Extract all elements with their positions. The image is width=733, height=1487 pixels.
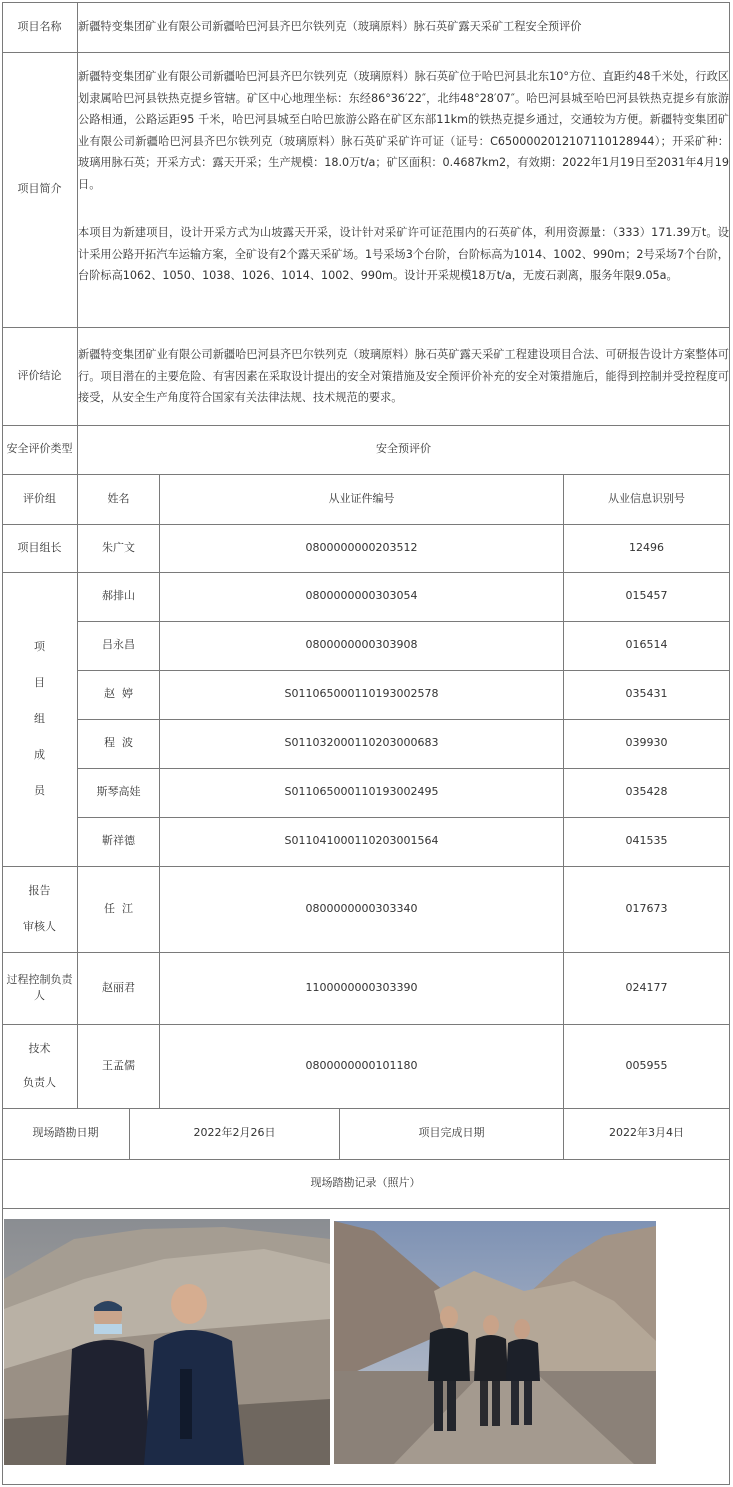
member-cert: S011065000110193002495 bbox=[284, 785, 439, 799]
project-name-label: 项目名称 bbox=[17, 19, 62, 33]
tech-name: 王孟儒 bbox=[102, 1058, 135, 1072]
evaluation-type: 安全预评价 bbox=[376, 442, 431, 456]
member-cert: 0800000000303908 bbox=[305, 638, 418, 652]
member-name: 吕永昌 bbox=[102, 638, 135, 652]
member-name: 赵 婷 bbox=[104, 687, 133, 701]
member-name: 靳祥德 bbox=[102, 834, 135, 848]
member-id: 035428 bbox=[625, 785, 668, 799]
members-role-char: 成 bbox=[34, 748, 45, 761]
tech-role-line: 负责人 bbox=[23, 1076, 56, 1089]
tech-cert: 0800000000101180 bbox=[305, 1058, 418, 1072]
header-group: 评价组 bbox=[23, 491, 56, 505]
member-name: 程 波 bbox=[104, 736, 133, 750]
photo-caption: 现场踏勘记录（照片） bbox=[310, 1176, 421, 1190]
members-role-char: 目 bbox=[34, 676, 45, 689]
header-cert: 从业证件编号 bbox=[328, 491, 395, 505]
reviewer-role-line: 审核人 bbox=[23, 920, 56, 933]
leader-id: 12496 bbox=[629, 540, 664, 554]
reviewer-role-line: 报告 bbox=[28, 884, 51, 897]
members-role bbox=[2, 572, 77, 866]
member-cert: 0800000000303054 bbox=[305, 589, 418, 603]
member-cert: S011041000110203001564 bbox=[284, 834, 439, 848]
complete-date: 2022年3月4日 bbox=[609, 1126, 684, 1140]
member-id: 015457 bbox=[625, 589, 668, 603]
conclusion-text: 新疆特变集团矿业有限公司新疆哈巴河县齐巴尔铁列克（玻璃原料）脉石英矿露天采矿工程建设项目合法、可研报告设计方案整体可行。项目潜在的主要危险、有害因素在采取设计提出的安全对策措施及安全预评价补充的安全对策措施后，能得到控制并受控程度可接受，从安全生产角度符合国家有关法律法规、技术规范的要求。 bbox=[78, 348, 729, 405]
site-photo-1 bbox=[4, 1219, 330, 1465]
survey-date-label: 现场踏勘日期 bbox=[32, 1126, 99, 1140]
process-role: 过程控制负责人 bbox=[6, 972, 73, 1002]
leader-role: 项目组长 bbox=[17, 540, 62, 554]
conclusion-label: 评价结论 bbox=[17, 368, 62, 382]
header-id: 从业信息识别号 bbox=[608, 491, 685, 505]
members-role-char: 员 bbox=[34, 784, 45, 797]
members-role-char: 项 bbox=[34, 640, 45, 653]
project-name: 新疆特变集团矿业有限公司新疆哈巴河县齐巴尔铁列克（玻璃原料）脉石英矿露天采矿工程安全预评价 bbox=[78, 19, 582, 33]
evaluation-type-label: 安全评价类型 bbox=[6, 442, 73, 456]
member-name: 郝排山 bbox=[102, 589, 135, 603]
project-intro-label: 项目简介 bbox=[17, 182, 62, 196]
header-name: 姓名 bbox=[107, 491, 130, 505]
member-cert: S011032000110203000683 bbox=[284, 736, 439, 750]
reviewer-role bbox=[2, 866, 77, 952]
survey-date: 2022年2月26日 bbox=[193, 1126, 276, 1140]
leader-cert: 0800000000203512 bbox=[305, 540, 418, 554]
member-id: 016514 bbox=[625, 638, 668, 652]
reviewer-id: 017673 bbox=[625, 901, 668, 915]
member-name: 斯琴高娃 bbox=[96, 785, 141, 799]
tech-role-line: 技术 bbox=[28, 1042, 51, 1055]
reviewer-cert: 0800000000303340 bbox=[305, 901, 418, 915]
project-intro-paragraph-2: 本项目为新建项目，设计开采方式为山坡露天开采，设计针对采矿许可证范围内的石英矿体，利用资源量：（333）171.39万t。设计采用公路开拓汽车运输方案，全矿设有2个露天采矿场。1号采场3个台阶，台阶标高为1014、1002、990m；2号采场7个台阶，台阶标高1062、1050、1038、1026、1014、1002、990m。设计开采规模18万t/a，无废石剥离，服务年限9.05a。 bbox=[78, 226, 729, 283]
member-id: 041535 bbox=[625, 834, 668, 848]
complete-date-label: 项目完成日期 bbox=[418, 1126, 485, 1140]
tech-id: 005955 bbox=[625, 1058, 668, 1072]
leader-name: 朱广文 bbox=[102, 540, 135, 554]
process-name: 赵丽君 bbox=[102, 980, 135, 994]
reviewer-name: 任 江 bbox=[104, 901, 133, 915]
member-cert: S011065000110193002578 bbox=[284, 687, 439, 701]
site-photo-2 bbox=[334, 1221, 656, 1464]
process-id: 024177 bbox=[625, 980, 668, 994]
member-id: 039930 bbox=[625, 736, 668, 750]
project-intro-paragraph-1: 新疆特变集团矿业有限公司新疆哈巴河县齐巴尔铁列克（玻璃原料）脉石英矿位于哈巴河县北东10°方位、直距约48千米处，行政区划隶属哈巴河县铁热克提乡管辖。矿区中心地理坐标：东经86°36′22″，北纬48°28′07″。哈巴河县城至哈巴河县铁热克提乡有旅游公路相通，公路运距95 千米，哈巴河县城至白哈巴旅游公路在矿区东部11km的铁热克提乡通过，交通较为方便。新疆特变集团矿业有限公司新疆哈巴河县齐巴尔铁列克（玻璃原料）脉石英矿采矿许可证（证号：C6500002012107110128944）；开采矿种：玻璃用脉石英；开采方式：露天开采；生产规模：18.0万t/a；矿区面积：0.4687km2，有效期：2022年1月19日至2031年4月19日。 bbox=[78, 70, 729, 191]
member-id: 035431 bbox=[625, 687, 668, 701]
members-role-char: 组 bbox=[34, 712, 45, 725]
process-cert: 1100000000303390 bbox=[305, 980, 418, 994]
tech-role bbox=[2, 1024, 77, 1108]
